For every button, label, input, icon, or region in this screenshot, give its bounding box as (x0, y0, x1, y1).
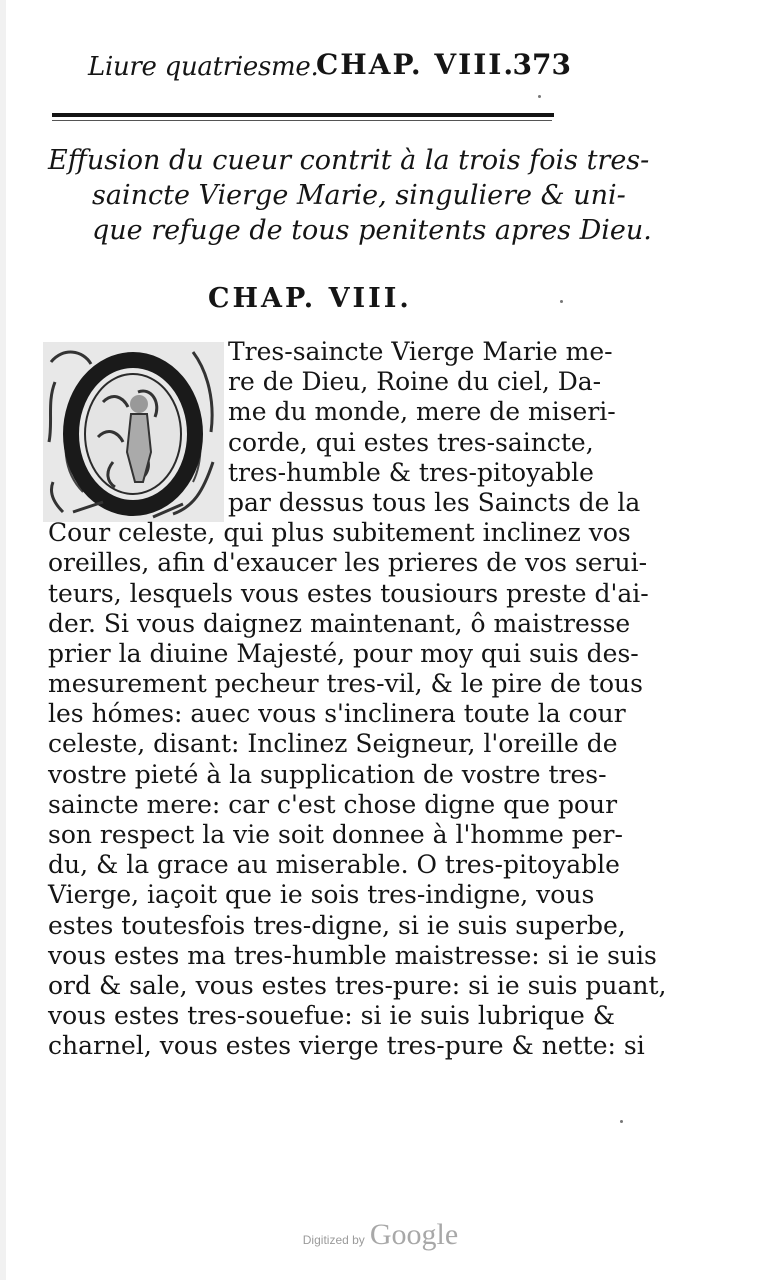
print-speck (538, 95, 541, 98)
watermark-brand: Google (369, 1218, 459, 1251)
running-header (88, 48, 573, 84)
text-line: prier la diuine Majesté, pour moy qui suis des- (48, 638, 639, 668)
text-line: me du monde, mere de miseri- (228, 397, 616, 427)
text-line: der. Si vous daignez maintenant, ô maistresse (48, 608, 631, 638)
summary-line: saincte Vierge Marie, singuliere & uni- (92, 180, 626, 211)
print-speck (620, 1120, 623, 1123)
text-line: oreilles, afin d'exaucer les prieres de vos serui- (48, 548, 648, 578)
text-line: du, & la grace au miserable. O tres-pitoyable (48, 850, 620, 880)
text-line: son respect la vie soit donnee à l'homme per- (48, 820, 623, 849)
text-line: Vierge, iaçoit que ie sois tres-indigne, vous (48, 880, 595, 910)
header-rule (52, 113, 554, 117)
text-line: celeste, disant: Inclinez Seigneur, l'oreille de (48, 729, 618, 759)
header-book-title: Liure quatriesme. (88, 52, 319, 82)
header-rule-thin (52, 120, 552, 121)
text-line: Tres-saincte Vierge Marie me- (228, 337, 613, 366)
print-speck (560, 300, 563, 303)
text-line: estes toutesfois tres-digne, si ie suis superbe, (48, 910, 626, 940)
text-line: tres-humble & tres-pitoyable (228, 457, 594, 487)
text-line: Cour celeste, qui plus subitement inclinez vos (48, 518, 631, 548)
text-line: re de Dieu, Roine du ciel, Da- (228, 367, 602, 397)
text-line: vostre pieté à la supplication de vostre tres- (48, 759, 607, 789)
text-line: par dessus tous les Saincts de la (228, 487, 641, 517)
chapter-title: CHAP. VIII. (208, 283, 412, 314)
digitization-watermark (0, 1218, 761, 1252)
summary-line: que refuge de tous penitents apres Dieu. (92, 215, 652, 246)
watermark-prefix: Digitized by (302, 1233, 365, 1247)
body-text (48, 337, 667, 1062)
summary-line: Effusion du cueur contrit à la trois fois tres- (48, 145, 650, 176)
page-number: 373 (512, 48, 571, 81)
header-chapter: CHAP. VIII. (316, 48, 516, 81)
text-line: mesurement pecheur tres-vil, & le pire de tous (48, 669, 643, 699)
text-line: vous estes ma tres-humble maistresse: si ie suis (48, 940, 657, 970)
text-line: corde, qui estes tres-saincte, (228, 427, 594, 457)
text-line: les hómes: auec vous s'inclinera toute la cour (48, 699, 626, 729)
text-line: ord & sale, vous estes tres-pure: si ie suis puant, (48, 970, 667, 1000)
text-line: teurs, lesquels vous estes tousiours preste d'ai- (48, 578, 649, 608)
page-edge (0, 0, 6, 1280)
chapter-summary (48, 143, 652, 248)
text-line: charnel, vous estes vierge tres-pure & nette: si (48, 1031, 645, 1061)
text-line: vous estes tres-souefue: si ie suis lubrique & (48, 1001, 616, 1031)
text-line: saincte mere: car c'est chose digne que pour (48, 789, 618, 819)
